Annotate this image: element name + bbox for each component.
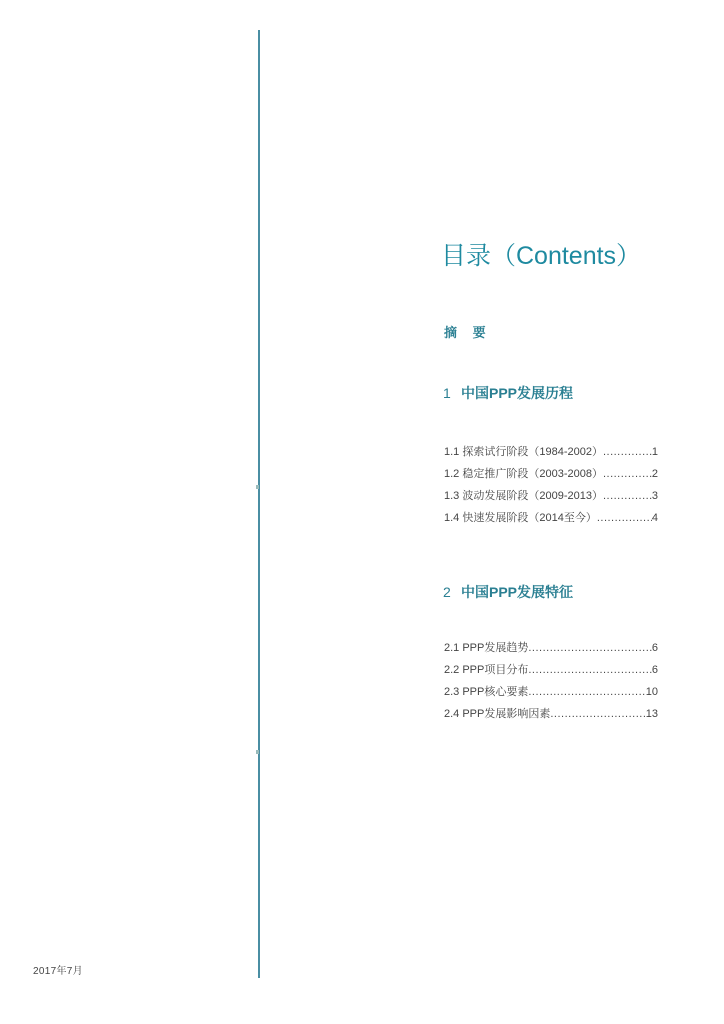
toc-entry-page: 13 xyxy=(645,708,658,720)
toc-entry[interactable] xyxy=(444,637,658,659)
toc-abstract-link[interactable]: 摘 要 xyxy=(444,325,492,340)
toc-entry[interactable] xyxy=(444,659,658,681)
toc-entry[interactable] xyxy=(444,681,658,703)
dot-leader xyxy=(528,637,652,659)
toc-entry-label: 1.2 稳定推广阶段（2003-2008） xyxy=(444,468,603,480)
toc-section-2-heading[interactable] xyxy=(443,582,573,602)
toc-entry-page: 6 xyxy=(651,664,658,676)
toc-entry-label: 2.4 PPP发展影响因素 xyxy=(444,708,551,720)
section-number: 2 xyxy=(443,584,451,600)
toc-entry-label: 2.1 PPP发展趋势 xyxy=(444,642,529,654)
dot-leader xyxy=(597,507,652,529)
dot-leader xyxy=(550,703,645,725)
toc-entry-page: 2 xyxy=(651,468,658,480)
toc-section-2-list xyxy=(444,637,658,725)
toc-entry[interactable] xyxy=(444,441,658,463)
toc-entry[interactable] xyxy=(444,507,658,529)
toc-entry-page: 4 xyxy=(651,512,658,524)
vertical-divider-line xyxy=(258,30,260,978)
toc-entry[interactable] xyxy=(444,703,658,725)
toc-entry-label: 1.3 波动发展阶段（2009-2013） xyxy=(444,490,603,502)
toc-entry[interactable] xyxy=(444,463,658,485)
publication-date: 2017年7月 xyxy=(33,966,83,977)
toc-section-1-list xyxy=(444,441,658,529)
dot-leader xyxy=(603,463,652,485)
dot-leader xyxy=(528,659,652,681)
toc-entry-label: 1.1 探索试行阶段（1984-2002） xyxy=(444,446,603,458)
dot-leader xyxy=(603,441,652,463)
divider-tick-mark xyxy=(256,750,259,754)
section-title: 中国PPP发展历程 xyxy=(461,385,574,401)
toc-entry-label: 2.2 PPP项目分布 xyxy=(444,664,529,676)
toc-entry-page: 10 xyxy=(645,686,658,698)
toc-entry[interactable] xyxy=(444,485,658,507)
toc-entry-page: 1 xyxy=(651,446,658,458)
toc-entry-page: 3 xyxy=(651,490,658,502)
toc-entry-label: 1.4 快速发展阶段（2014至今） xyxy=(444,512,597,524)
section-number: 1 xyxy=(443,385,451,401)
toc-section-1-heading[interactable] xyxy=(443,383,573,403)
dot-leader xyxy=(528,681,645,703)
toc-entry-page: 6 xyxy=(651,642,658,654)
section-title: 中国PPP发展特征 xyxy=(461,584,574,600)
toc-title: 目录（Contents） xyxy=(441,242,642,270)
divider-tick-mark xyxy=(256,485,259,489)
dot-leader xyxy=(603,485,652,507)
toc-entry-label: 2.3 PPP核心要素 xyxy=(444,686,529,698)
